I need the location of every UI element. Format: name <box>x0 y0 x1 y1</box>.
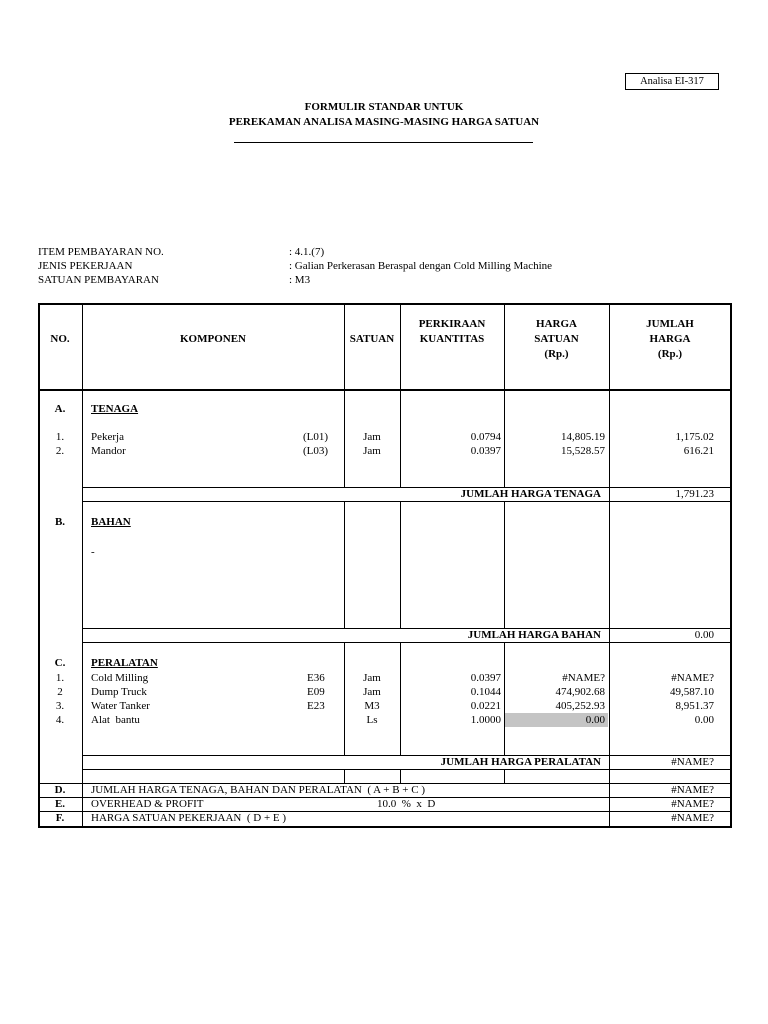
a-row1-total: 1,175.02 <box>675 431 714 443</box>
col-line-komponen-b <box>344 501 345 628</box>
header-harga-1: HARGA <box>536 318 577 330</box>
c-row2-name: Dump Truck <box>91 686 147 698</box>
c-row3-total: 8,951.37 <box>675 700 714 712</box>
c-row1-qty: 0.0397 <box>470 672 501 684</box>
item-no-label: ITEM PEMBAYARAN NO. <box>38 246 164 258</box>
header-satuan: SATUAN <box>349 333 395 345</box>
a-row2-unit: Jam <box>363 445 381 457</box>
col-line-satuan-b <box>400 501 401 628</box>
c-row4-name: Alat bantu <box>91 714 140 726</box>
c-row3-code: E23 <box>307 700 325 712</box>
item-no-value: : 4.1.(7) <box>289 246 325 258</box>
header-kuantitas-2: KUANTITAS <box>419 333 485 345</box>
a-row1-qty: 0.0794 <box>470 431 501 443</box>
a-row1-no: 1. <box>55 431 65 443</box>
summary-e-letter: E. <box>54 798 66 810</box>
a-row1-unit: Jam <box>363 431 381 443</box>
c-row1-no: 1. <box>55 672 65 684</box>
c-row3-qty: 0.0221 <box>470 700 501 712</box>
header-no: NO. <box>50 333 70 345</box>
job-type-label: JENIS PEKERJAAN <box>38 260 133 272</box>
a-subtotal-label: JUMLAH HARGA TENAGA <box>460 488 601 500</box>
title-underline <box>234 142 533 143</box>
summary-d-letter: D. <box>54 784 66 796</box>
b-empty-dash: - <box>91 546 95 558</box>
a-row2-price: 15,528.57 <box>561 445 605 457</box>
c-row1-price: #NAME? <box>562 672 605 684</box>
summary-d-value: #NAME? <box>671 784 714 796</box>
a-row1-code: (L01) <box>303 431 329 443</box>
c-row4-no: 4. <box>55 714 65 726</box>
a-row1-price: 14,805.19 <box>561 431 605 443</box>
pay-unit-value: : M3 <box>289 274 311 286</box>
header-komponen: KOMPONEN <box>180 333 246 345</box>
c-row4-qty: 1.0000 <box>470 714 501 726</box>
section-b-title: BAHAN <box>91 516 131 528</box>
summary-e-label: OVERHEAD & PROFIT <box>91 798 204 810</box>
c-subtotal-value: #NAME? <box>671 756 714 768</box>
c-row3-price: 405,252.93 <box>555 700 605 712</box>
c-row2-price: 474,902.68 <box>555 686 605 698</box>
header-jumlah-2: HARGA <box>649 333 691 345</box>
section-b-letter: B. <box>54 516 66 528</box>
a-row2-total: 616.21 <box>683 445 714 457</box>
summary-f-value: #NAME? <box>671 812 714 824</box>
pay-unit-label: SATUAN PEMBAYARAN <box>38 274 159 286</box>
summary-e-formula: 10.0 % x D <box>377 798 436 810</box>
c-row1-code: E36 <box>307 672 325 684</box>
col-line-kuantitas-c2 <box>504 769 505 783</box>
header-jumlah-1: JUMLAH <box>646 318 694 330</box>
col-line-no <box>82 304 83 827</box>
col-line-harga-b <box>609 501 610 642</box>
c-row3-unit: M3 <box>364 700 380 712</box>
c-row2-unit: Jam <box>363 686 381 698</box>
a-subtotal-value: 1,791.23 <box>675 488 714 500</box>
c-row3-name: Water Tanker <box>91 700 150 712</box>
header-jumlah-3: (Rp.) <box>657 348 683 360</box>
b-subtotal-value: 0.00 <box>694 629 714 641</box>
summary-e-value: #NAME? <box>671 798 714 810</box>
section-c-letter: C. <box>54 657 66 669</box>
section-a-letter: A. <box>54 403 66 415</box>
line-a-subtotal-bottom <box>82 501 732 502</box>
header-harga-3: (Rp.) <box>544 348 569 360</box>
a-row1-name: Pekerja <box>91 431 124 443</box>
a-row2-no: 2. <box>55 445 65 457</box>
section-a-title: TENAGA <box>91 403 139 415</box>
header-harga-2: SATUAN <box>534 333 579 345</box>
line-b-subtotal-bottom <box>82 642 732 643</box>
col-line-satuan-c2 <box>400 769 401 783</box>
form-title-line2: PEREKAMAN ANALISA MASING-MASING HARGA SATUAN <box>228 116 540 128</box>
c-row2-total: 49,587.10 <box>670 686 714 698</box>
summary-f-letter: F. <box>55 812 65 824</box>
header-bottom-line <box>38 389 732 391</box>
summary-d-label: JUMLAH HARGA TENAGA, BAHAN DAN PERALATAN ( A + B + C ) <box>91 784 426 796</box>
analysis-code: Analisa EI-317 <box>625 73 719 90</box>
c-row2-qty: 0.1044 <box>470 686 501 698</box>
c-row2-code: E09 <box>307 686 325 698</box>
col-line-komponen-c2 <box>344 769 345 783</box>
c-row4-price: 0.00 <box>585 714 605 726</box>
a-row2-name: Mandor <box>91 445 126 457</box>
c-row1-unit: Jam <box>363 672 381 684</box>
job-type-value: : Galian Perkerasan Beraspal dengan Cold Milling Machine <box>289 260 553 272</box>
c-row4-total: 0.00 <box>694 714 714 726</box>
c-subtotal-label: JUMLAH HARGA PERALATAN <box>440 756 601 768</box>
c-row3-no: 3. <box>55 700 65 712</box>
a-row2-qty: 0.0397 <box>470 445 501 457</box>
c-row4-unit: Ls <box>366 714 378 726</box>
c-row1-name: Cold Milling <box>91 672 149 684</box>
line-c-subtotal-bottom <box>82 769 732 770</box>
c-row1-total: #NAME? <box>671 672 714 684</box>
b-subtotal-label: JUMLAH HARGA BAHAN <box>467 629 601 641</box>
c-row2-no: 2 <box>57 686 63 698</box>
summary-f-label: HARGA SATUAN PEKERJAAN ( D + E ) <box>91 812 287 824</box>
a-row2-code: (L03) <box>303 445 329 457</box>
section-c-title: PERALATAN <box>91 657 158 669</box>
col-line-kuantitas-b <box>504 501 505 628</box>
analysis-table <box>38 303 732 828</box>
form-title-line1: FORMULIR STANDAR UNTUK <box>304 101 464 113</box>
header-kuantitas-1: PERKIRAAN <box>418 318 486 330</box>
